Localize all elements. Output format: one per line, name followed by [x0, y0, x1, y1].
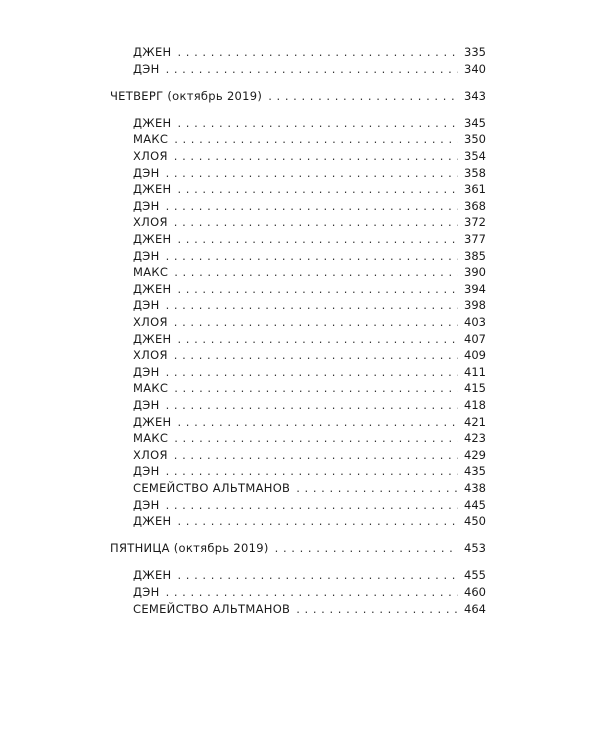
dot-leader — [166, 297, 458, 313]
toc-entry-title: ХЛОЯ — [133, 315, 168, 329]
toc-section-title: ЧЕТВЕРГ (октябрь 2019) — [110, 88, 263, 103]
toc-page-number: 385 — [464, 248, 486, 263]
toc-entry-title: МАКС — [133, 431, 169, 446]
dot-leader — [178, 231, 459, 247]
toc-entry-title: СЕМЕЙСТВО АЛЬТМАНОВ — [133, 481, 291, 495]
toc-entry-title: ДЖЕН — [133, 514, 172, 529]
toc-page-number: 435 — [464, 464, 486, 479]
toc-page-number: 398 — [464, 298, 486, 313]
dot-leader — [174, 447, 458, 463]
toc-entry-title: СЕМЕЙСТВО АЛЬТМАНОВ — [133, 601, 291, 616]
dot-leader — [166, 364, 458, 380]
dot-leader — [178, 115, 459, 131]
toc-entry-title: ДЭН — [133, 364, 160, 379]
toc-page-number: 343 — [464, 88, 486, 103]
dot-leader — [174, 347, 458, 363]
toc-page-number: 418 — [464, 398, 486, 412]
dot-leader — [166, 584, 458, 600]
toc-page-number: 453 — [464, 541, 486, 556]
dot-leader — [166, 198, 458, 214]
dot-leader — [178, 513, 459, 529]
toc-entry-row — [133, 314, 486, 330]
toc-entry-row — [133, 148, 486, 164]
dot-leader — [275, 540, 458, 556]
toc-page-number: 464 — [464, 601, 486, 616]
toc-entry-title: ДЖЕН — [133, 232, 172, 246]
dot-leader — [178, 331, 459, 347]
toc-entry-title: МАКС — [133, 132, 169, 147]
toc-entry-title: ДЖЕН — [133, 45, 172, 59]
toc-section-row — [110, 88, 486, 104]
dot-leader — [296, 480, 458, 496]
toc-entry-row — [133, 584, 486, 600]
toc-page-number: 368 — [464, 198, 486, 213]
dot-leader — [296, 601, 458, 617]
toc-entry-row — [133, 297, 486, 313]
toc-page-number: 411 — [464, 364, 486, 379]
toc-page-number: 394 — [464, 281, 486, 296]
toc-page-number: 340 — [464, 61, 486, 76]
toc-page-number: 377 — [464, 232, 486, 246]
toc-page-number: 345 — [464, 115, 486, 130]
toc-entry-title: ДЖЕН — [133, 568, 172, 583]
toc-entry-title: ДЭН — [133, 198, 160, 213]
dot-leader — [166, 248, 458, 264]
dot-leader — [174, 214, 458, 230]
toc-entry-title: ДЖЕН — [133, 182, 172, 197]
dot-leader — [178, 281, 459, 297]
toc-page-number: 361 — [464, 182, 486, 197]
dot-leader — [174, 430, 458, 446]
toc-entry-row — [133, 44, 486, 60]
dot-leader — [174, 314, 458, 330]
dot-leader — [166, 61, 458, 77]
dot-leader — [166, 463, 458, 479]
toc-entry-row — [133, 165, 486, 181]
toc-entry-row — [133, 397, 486, 413]
toc-page-number: 390 — [464, 265, 486, 280]
toc-entry-row — [133, 115, 486, 131]
toc-entry-row — [133, 513, 486, 529]
toc-page-number: 438 — [464, 481, 486, 495]
toc-entry-title: ДЖЕН — [133, 414, 172, 429]
toc-page-number: 350 — [464, 132, 486, 147]
dot-leader — [166, 165, 458, 181]
toc-entry-title: МАКС — [133, 381, 169, 396]
toc-page-number: 407 — [464, 331, 486, 346]
toc-entry-row — [133, 61, 486, 77]
toc-entry-title: ДЭН — [133, 398, 160, 412]
toc-page-number: 455 — [464, 568, 486, 583]
dot-leader — [178, 181, 459, 197]
toc-entry-title: МАКС — [133, 265, 169, 280]
toc-entry-row — [133, 567, 486, 583]
toc-page-number: 335 — [464, 45, 486, 59]
toc-page-number: 403 — [464, 315, 486, 329]
dot-leader — [174, 380, 458, 396]
toc-entry-title: ДЭН — [133, 61, 160, 76]
toc-entry-title: ДЖЕН — [133, 115, 172, 130]
toc-page-number: 354 — [464, 149, 486, 163]
toc-entry-row — [133, 214, 486, 230]
toc-entry-row — [133, 447, 486, 463]
toc-section-title: ПЯТНИЦА (октябрь 2019) — [110, 541, 269, 556]
toc-entry-row — [133, 248, 486, 264]
toc-entry-title: ХЛОЯ — [133, 447, 168, 462]
dot-leader — [174, 131, 458, 147]
toc-entry-row — [133, 414, 486, 430]
toc-entry-title: ХЛОЯ — [133, 215, 168, 230]
toc-page-number: 409 — [464, 348, 486, 363]
toc-entry-row — [133, 601, 486, 617]
toc-entry-row — [133, 181, 486, 197]
toc-entry-title: ДЭН — [133, 248, 160, 263]
toc-entry-row — [133, 430, 486, 446]
dot-leader — [174, 264, 458, 280]
toc-page-number: 429 — [464, 447, 486, 462]
toc-entry-title: ДЖЕН — [133, 331, 172, 346]
toc-page-number: 450 — [464, 514, 486, 529]
dot-leader — [166, 497, 458, 513]
toc-entry-row — [133, 497, 486, 513]
toc-entry-row — [133, 463, 486, 479]
dot-leader — [166, 397, 458, 413]
toc-entry-title: ХЛОЯ — [133, 149, 168, 163]
toc-entry-title: ДЭН — [133, 497, 160, 512]
toc-page-number: 372 — [464, 215, 486, 230]
toc-entry-row — [133, 364, 486, 380]
toc-entry-row — [133, 231, 486, 247]
toc-entry-title: ДЭН — [133, 585, 160, 599]
toc-entry-title: ХЛОЯ — [133, 348, 168, 363]
toc-section-row — [110, 540, 486, 556]
toc-entry-title: ДЭН — [133, 298, 160, 313]
toc-page-number: 421 — [464, 414, 486, 429]
dot-leader — [178, 414, 459, 430]
toc-page-number: 415 — [464, 381, 486, 396]
dot-leader — [268, 88, 458, 104]
dot-leader — [178, 44, 459, 60]
dot-leader — [174, 148, 458, 164]
dot-leader — [178, 567, 459, 583]
toc-entry-row — [133, 347, 486, 363]
toc-entry-row — [133, 480, 486, 496]
toc-page-number: 445 — [464, 497, 486, 512]
toc-page-number: 358 — [464, 165, 486, 180]
toc-entry-row — [133, 198, 486, 214]
toc-entry-title: ДЭН — [133, 165, 160, 180]
toc-entry-title: ДЭН — [133, 464, 160, 479]
toc-entry-row — [133, 380, 486, 396]
toc-entry-row — [133, 331, 486, 347]
toc-entry-title: ДЖЕН — [133, 281, 172, 296]
toc-entry-row — [133, 131, 486, 147]
toc-entry-row — [133, 281, 486, 297]
toc-entry-row — [133, 264, 486, 280]
toc-page-number: 423 — [464, 431, 486, 446]
toc-page-number: 460 — [464, 585, 486, 599]
